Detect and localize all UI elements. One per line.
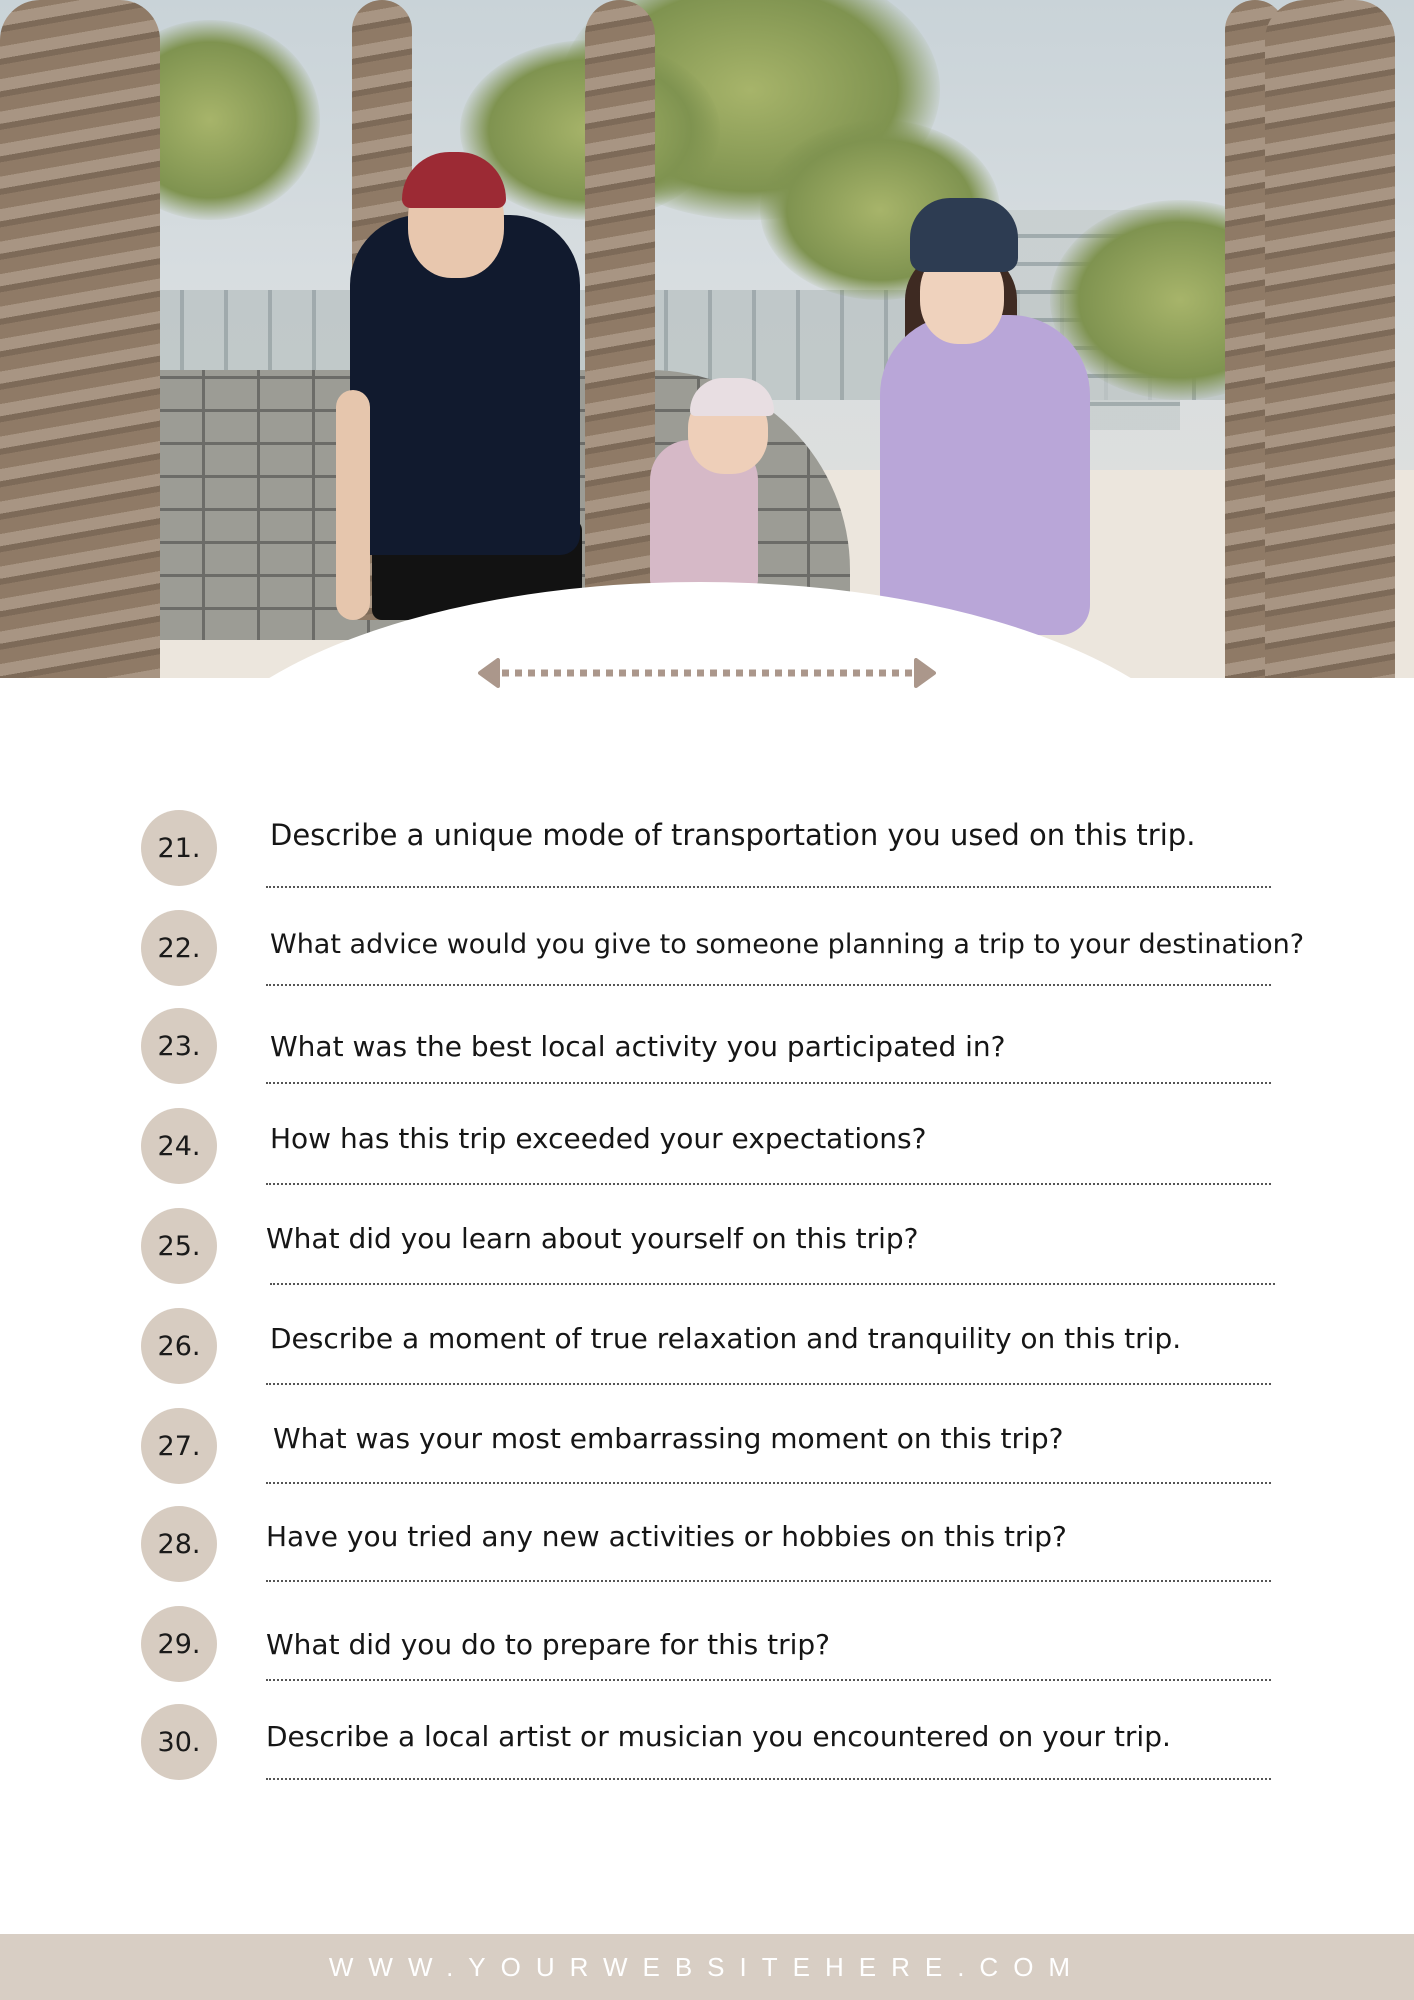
question-text: How has this trip exceeded your expectations? [270,1121,927,1155]
question-number-badge: 28. [141,1506,217,1582]
question-text: Describe a moment of true relaxation and tranquility on this trip. [270,1321,1182,1355]
question-number-badge: 24. [141,1108,217,1184]
palm-trunk [1265,0,1395,678]
question-item [0,1506,1414,1596]
answer-line [266,1183,1271,1185]
question-item [0,1704,1414,1794]
answer-line [266,1383,1271,1385]
question-text: What did you learn about yourself on this trip? [266,1221,919,1255]
question-number-badge: 23. [141,1008,217,1084]
question-item [0,1208,1414,1298]
answer-line [266,984,1271,986]
palm-trunk [0,0,160,678]
father-arm [336,390,370,620]
palm-trunk [585,0,655,600]
question-text: Describe a unique mode of transportation you used on this trip. [270,818,1196,852]
question-text: Have you tried any new activities or hobbies on this trip? [266,1519,1067,1553]
question-number-badge: 30. [141,1704,217,1780]
answer-line [266,1778,1271,1780]
question-number-badge: 25. [141,1208,217,1284]
double-arrow-divider-icon [478,658,936,688]
question-number-badge: 21. [141,810,217,886]
hero-photo [0,0,1414,678]
mother-hat [910,198,1018,272]
question-number-badge: 27. [141,1408,217,1484]
question-item [0,1008,1414,1098]
question-text: What was your most embarrassing moment on this trip? [273,1421,1064,1455]
question-text: What was the best local activity you participated in? [270,1029,1006,1063]
answer-line [266,1082,1271,1084]
question-item [0,910,1414,1000]
question-item [0,810,1414,900]
mother-dress [880,315,1090,635]
question-text: Describe a local artist or musician you encountered on your trip. [266,1719,1171,1753]
answer-line [266,886,1271,888]
question-text: What did you do to prepare for this trip? [266,1627,831,1661]
footer-bar [0,1934,1414,2000]
answer-line [266,1580,1271,1582]
answer-line [270,1283,1275,1285]
question-number-badge: 22. [141,910,217,986]
answer-line [266,1482,1271,1484]
question-item [0,1606,1414,1696]
answer-line [266,1679,1271,1681]
website-link[interactable]: WWW.YOURWEBSITEHERE.COM [328,1951,1086,1982]
question-item [0,1408,1414,1498]
question-item [0,1108,1414,1198]
question-number-badge: 29. [141,1606,217,1682]
question-number-badge: 26. [141,1308,217,1384]
question-text: What advice would you give to someone planning a trip to your destination? [270,928,1305,960]
question-item [0,1308,1414,1398]
